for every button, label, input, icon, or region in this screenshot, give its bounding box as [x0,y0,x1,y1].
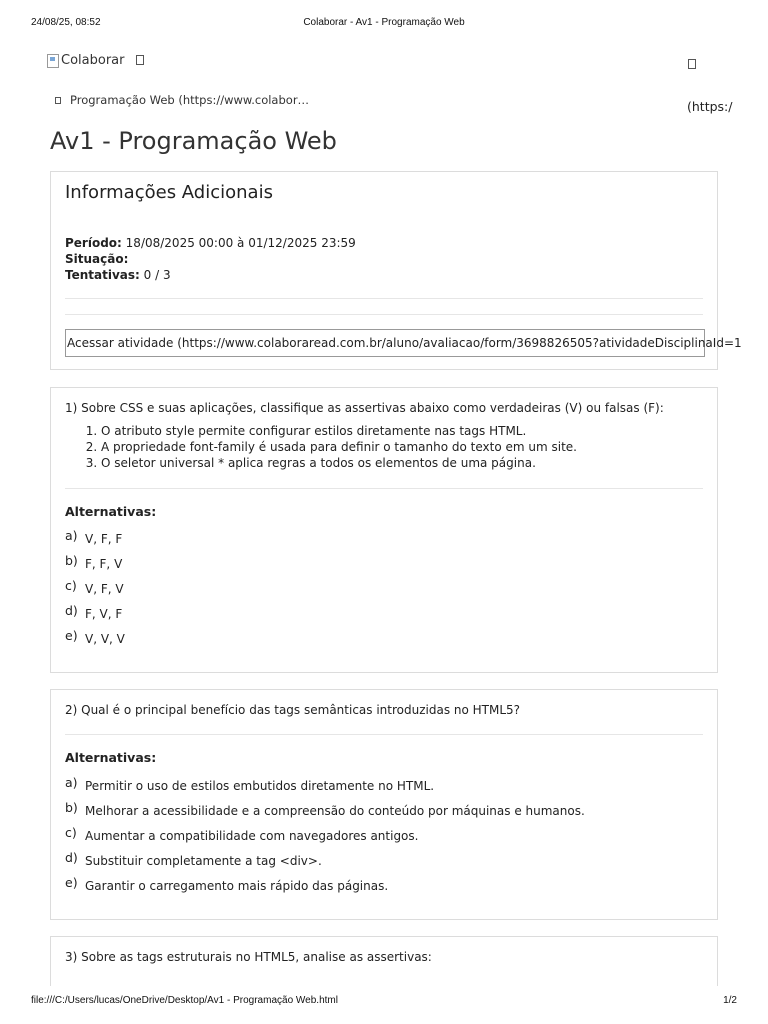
alternative-e[interactable]: e) Garantir o carregamento mais rápido das páginas. [65,875,389,893]
situacao-label: Situação: [65,252,129,266]
periodo-row [65,235,356,251]
situacao-row [65,251,356,267]
assertion-item: 2. A propriedade font-family é usada para definir o tamanho do texto em um site. [101,439,577,455]
logo[interactable] [47,53,124,68]
alternative-c[interactable]: c) V, F, V [65,578,124,596]
breadcrumb-link[interactable]: Programação Web (https://www.colabor… [70,93,310,107]
divider [65,314,703,315]
page-title: Av1 - Programação Web [50,127,337,155]
question-card-2 [50,689,718,920]
alternatives-label: Alternativas: [65,750,157,765]
info-heading: Informações Adicionais [65,182,273,203]
info-card [50,171,742,370]
logo-alt-text: Colaborar [61,53,125,68]
alternative-d[interactable]: d) F, V, F [65,603,123,621]
tentativas-label: Tentativas: [65,268,140,282]
breadcrumb-right-link[interactable]: (https:/ [687,99,733,114]
tentativas-value: 0 / 3 [143,268,171,282]
assertion-list [85,423,577,471]
alternative-d[interactable]: d) Substituir completamente a tag <div>. [65,850,322,868]
print-timestamp: 24/08/25, 08:52 [31,17,101,28]
tentativas-row [65,267,356,283]
question-card-3 [50,936,718,986]
divider [65,488,703,489]
question-text: 2) Qual é o principal benefício das tags semânticas introduzidas no HTML5? [65,703,521,717]
divider [65,298,703,299]
print-title: Colaborar - Av1 - Programação Web [303,17,465,28]
divider [65,734,703,735]
alternative-b[interactable]: b) Melhorar a acessibilidade e a compreensão do conteúdo por máquinas e humanos. [65,800,585,818]
print-footer-url: file:///C:/Users/lucas/OneDrive/Desktop/Av1 - Programação Web.html [31,995,338,1006]
broken-image-icon [47,54,59,68]
question-card-1 [50,387,718,673]
assertion-item: 1. O atributo style permite configurar estilos diretamente nas tags HTML. [101,423,577,439]
breadcrumb[interactable] [55,93,309,107]
breadcrumb-icon [55,97,61,104]
access-activity-button[interactable]: Acessar atividade (https://www.colaboraread.com.br/aluno/avaliacao/form/3698826505?atividadeDisciplinaId=1 [65,329,705,357]
alternative-b[interactable]: b) F, F, V [65,553,123,571]
alternative-a[interactable]: a) V, F, F [65,528,123,546]
question-text: 3) Sobre as tags estruturais no HTML5, analise as assertivas: [65,950,432,964]
alternative-e[interactable]: e) V, V, V [65,628,125,646]
user-icon[interactable] [688,59,696,69]
print-page-number: 1/2 [723,995,737,1006]
periodo-label: Período: [65,236,122,250]
info-details [65,235,356,283]
menu-icon[interactable] [136,55,144,65]
alternatives-label: Alternativas: [65,504,157,519]
question-text: 1) Sobre CSS e suas aplicações, classifique as assertivas abaixo como verdadeiras (V) ou falsas (F): [65,401,664,415]
alternative-c[interactable]: c) Aumentar a compatibilidade com navegadores antigos. [65,825,419,843]
assertion-item: 3. O seletor universal * aplica regras a todos os elementos de uma página. [101,455,577,471]
periodo-value: 18/08/2025 00:00 à 01/12/2025 23:59 [125,236,356,250]
alternative-a[interactable]: a) Permitir o uso de estilos embutidos diretamente no HTML. [65,775,435,793]
